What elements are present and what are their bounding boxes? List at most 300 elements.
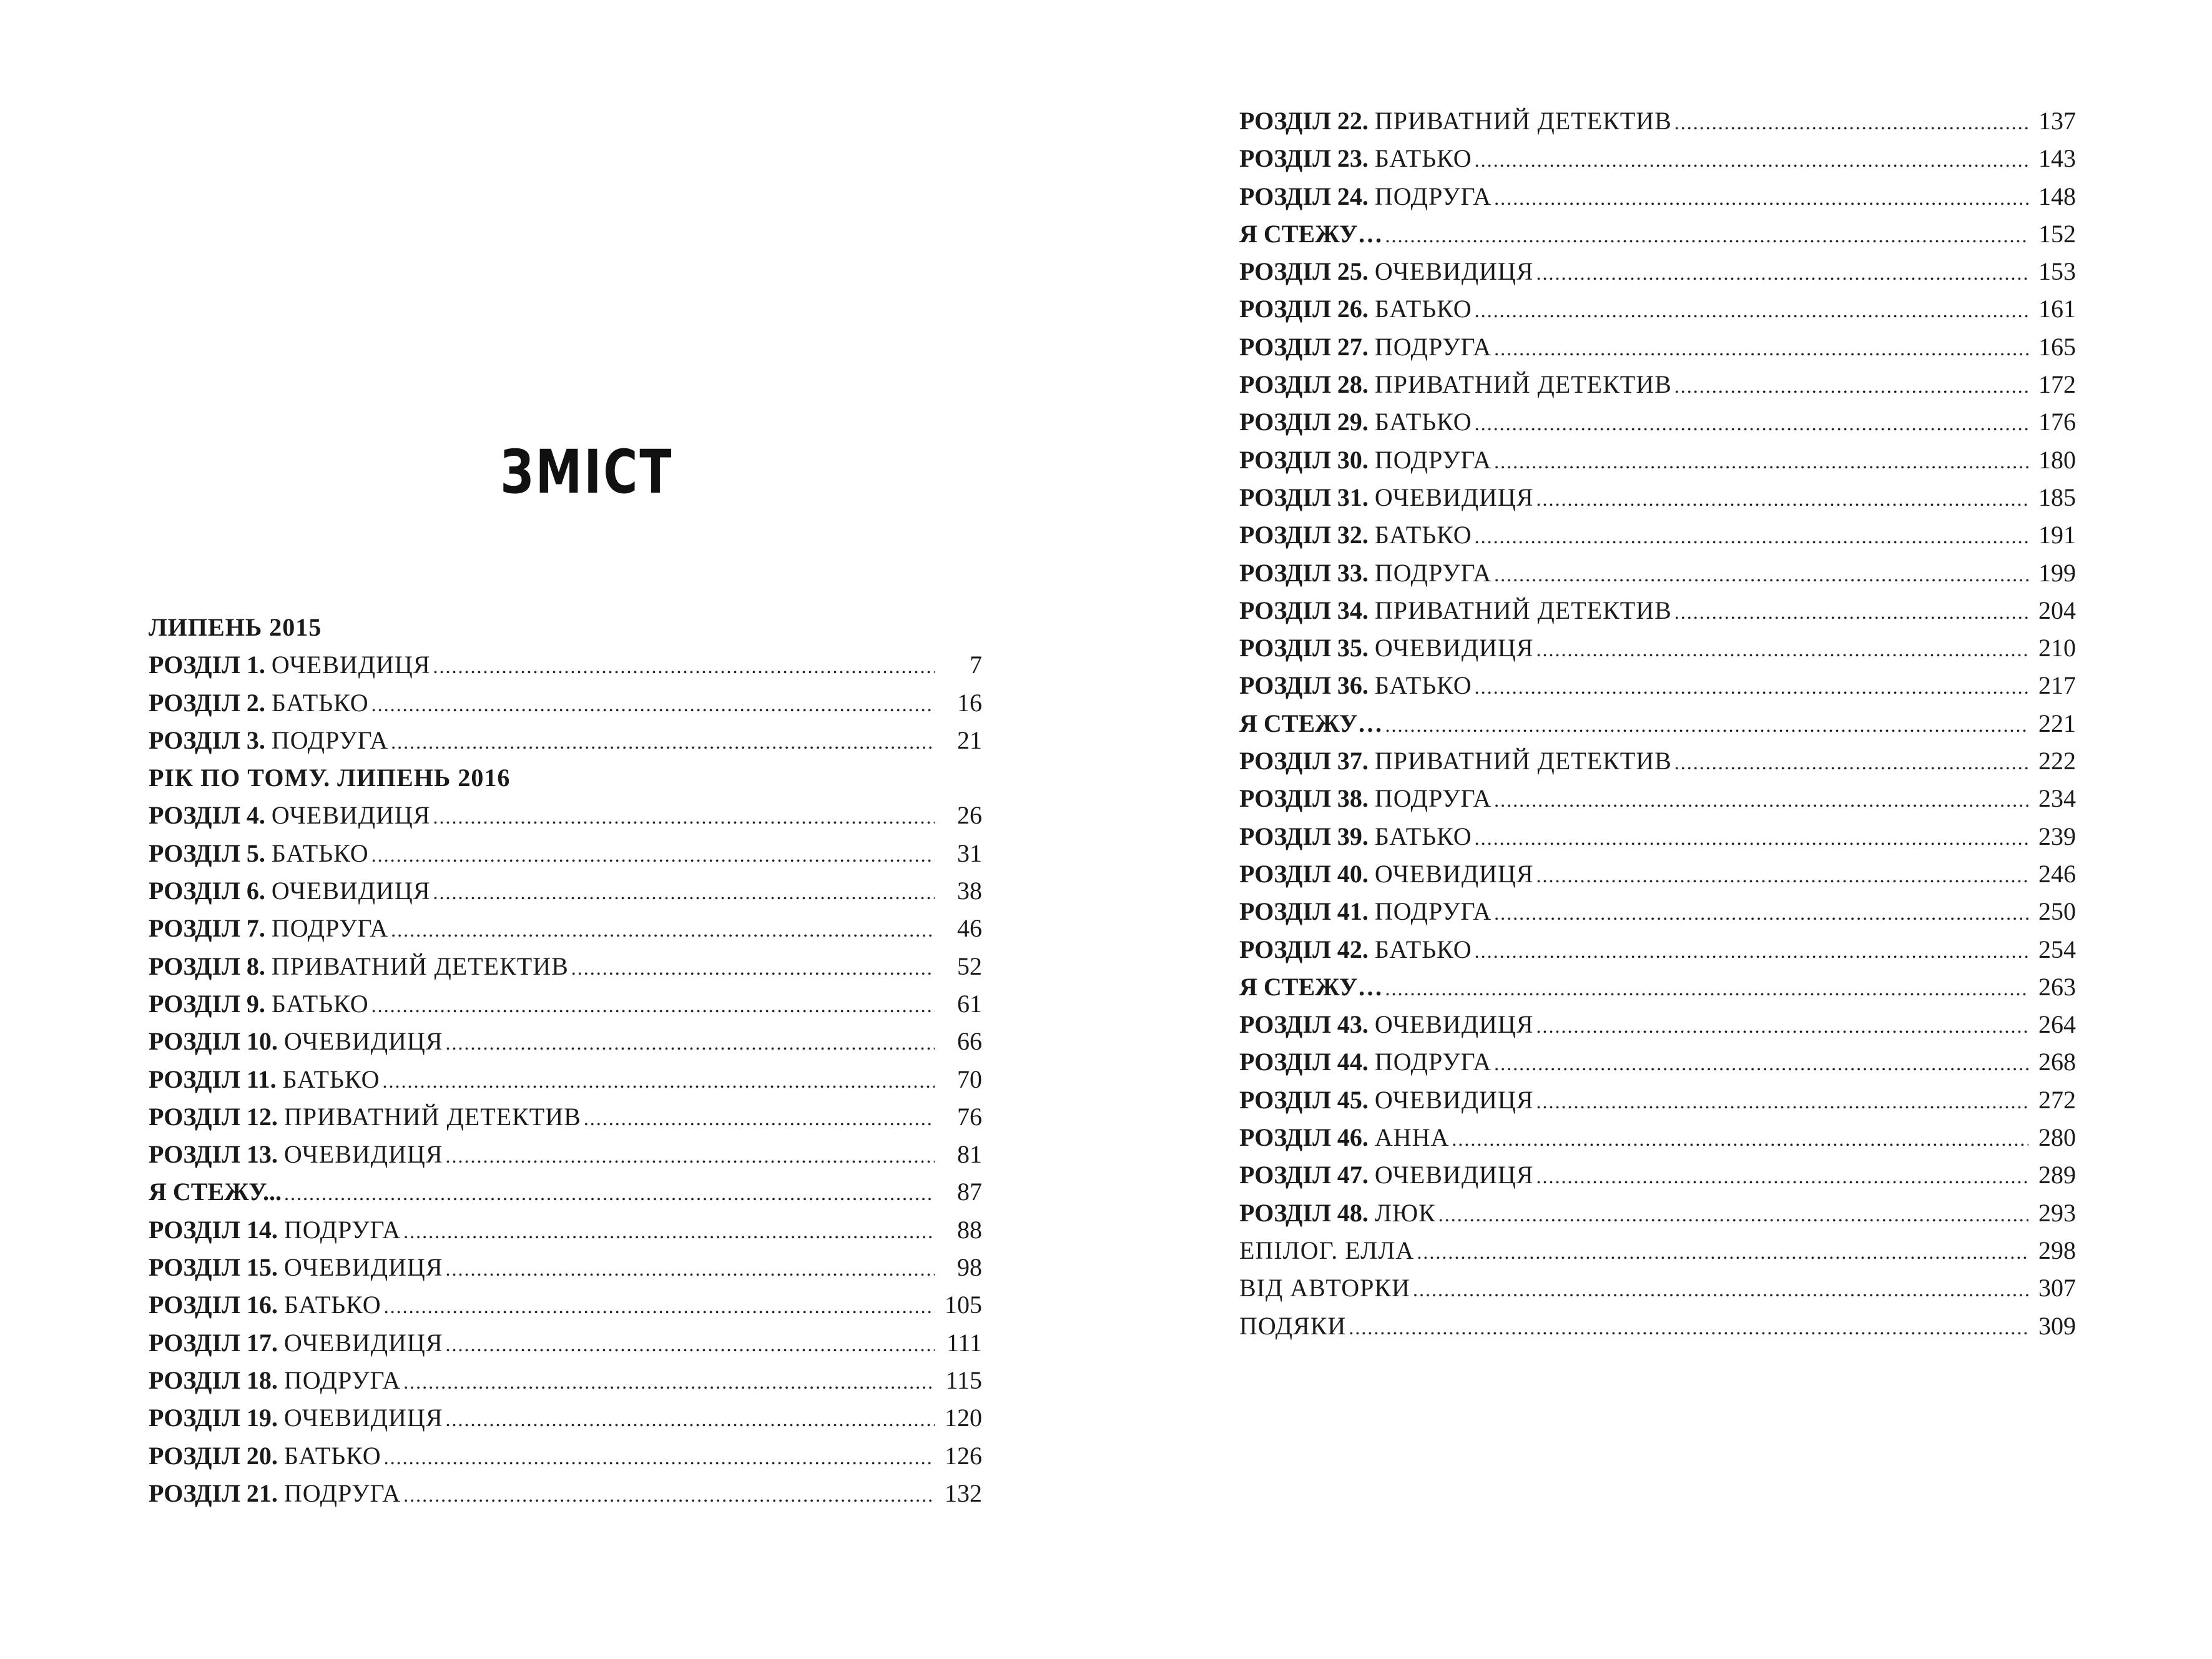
dot-leader <box>384 1439 935 1476</box>
toc-entry <box>1239 818 2076 855</box>
toc-entry <box>149 1211 982 1249</box>
chapter-number: РОЗДІЛ 15. <box>149 1253 278 1282</box>
toc-entry <box>1239 479 2076 516</box>
toc-entry-label <box>1239 140 1472 177</box>
dot-leader <box>584 1100 935 1137</box>
dot-leader <box>1475 819 2028 857</box>
chapter-title: БАТЬКО <box>1374 671 1472 700</box>
chapter-number: РОЗДІЛ 3. <box>149 726 265 754</box>
dot-leader <box>446 1250 935 1287</box>
dot-leader <box>1475 518 2028 555</box>
toc-entry <box>1239 554 2076 592</box>
toc-entry <box>149 646 982 684</box>
toc-entry <box>149 910 982 947</box>
page-number: 239 <box>2038 822 2076 850</box>
chapter-title: БАТЬКО <box>282 1065 380 1093</box>
chapter-title: ОЧЕВИДИЦЯ <box>1374 483 1534 511</box>
page-number: 88 <box>957 1215 982 1244</box>
toc-entry-label <box>149 948 569 985</box>
page-number: 70 <box>957 1065 982 1093</box>
page-number: 61 <box>957 989 982 1018</box>
page-number: 38 <box>957 877 982 905</box>
toc-entry-label <box>1239 441 1492 479</box>
chapter-number: РОЗДІЛ 12. <box>149 1102 278 1131</box>
chapter-title: ПРИВАТНИЙ ДЕТЕКТИВ <box>283 1102 581 1131</box>
chapter-number: РОЗДІЛ 29. <box>1239 408 1369 436</box>
chapter-title: ПОДРУГА <box>1374 332 1492 361</box>
toc-entry <box>149 835 982 872</box>
dot-leader <box>1413 1271 2028 1308</box>
toc-entry <box>149 872 982 910</box>
chapter-number: РОЗДІЛ 21. <box>149 1479 278 1507</box>
page-number: 148 <box>2038 182 2076 210</box>
dot-leader <box>1385 970 2028 1007</box>
dot-leader <box>1452 1120 2028 1158</box>
chapter-title: ОЧЕВИДИЦЯ <box>283 1140 443 1169</box>
toc-entry-label <box>1239 931 1472 968</box>
chapter-title: БАТЬКО <box>271 688 369 717</box>
toc-entry <box>1239 516 2076 554</box>
page-number: 132 <box>945 1479 982 1507</box>
toc-entry <box>149 1249 982 1286</box>
page-number: 81 <box>957 1140 982 1169</box>
toc-entry <box>149 684 982 722</box>
toc-entry <box>1239 629 2076 667</box>
toc-entry <box>1239 667 2076 704</box>
page-number: 161 <box>2038 295 2076 323</box>
page-number: 191 <box>2038 521 2076 549</box>
chapter-title: ПОДРУГА <box>1374 1048 1492 1076</box>
chapter-number: РОЗДІЛ 8. <box>149 952 265 980</box>
page-number: 309 <box>2038 1311 2076 1340</box>
toc-entry-label <box>1239 968 1382 1006</box>
dot-leader <box>1494 1045 2028 1082</box>
dot-leader <box>391 723 935 761</box>
dot-leader <box>446 1401 935 1438</box>
chapter-number: РОЗДІЛ 19. <box>149 1404 278 1432</box>
dot-leader <box>446 1137 935 1174</box>
chapter-title: ПОДРУГА <box>283 1479 401 1507</box>
dot-leader <box>1674 744 2028 781</box>
page-number: 280 <box>2038 1123 2076 1152</box>
toc-entry-label <box>149 1399 443 1437</box>
chapter-title: БАТЬКО <box>1374 822 1472 850</box>
chapter-title: ПОДРУГА <box>1374 558 1492 587</box>
page-number: 185 <box>2038 483 2076 511</box>
chapter-title: ПРИВАТНИЙ ДЕТЕКТИВ <box>1374 747 1672 775</box>
chapter-number: РОЗДІЛ 47. <box>1239 1161 1369 1189</box>
toc-entry-label <box>1239 1043 1492 1081</box>
page-number: 26 <box>957 801 982 830</box>
toc-entry-label <box>149 1211 401 1249</box>
toc-entry-label <box>1239 818 1472 855</box>
page-number: 31 <box>957 839 982 867</box>
toc-entry-label <box>149 1437 381 1475</box>
toc-entry-label <box>149 835 369 872</box>
dot-leader <box>1475 668 2028 706</box>
chapter-number: РОЗДІЛ 14. <box>149 1215 278 1244</box>
dot-leader <box>1536 1158 2029 1195</box>
page-number: 153 <box>2038 257 2076 286</box>
chapter-number: РОЗДІЛ 42. <box>1239 935 1369 963</box>
dot-leader <box>1494 894 2028 932</box>
page-number: 143 <box>2038 144 2076 173</box>
dot-leader <box>371 987 935 1024</box>
chapter-number: РОЗДІЛ 30. <box>1239 445 1369 474</box>
page-number: 254 <box>2038 935 2076 963</box>
toc-entry-label <box>1239 102 1672 140</box>
toc-entry-label <box>149 1362 401 1399</box>
chapter-number: РОЗДІЛ 23. <box>1239 144 1369 173</box>
chapter-title: БАТЬКО <box>271 989 369 1018</box>
toc-entry-label <box>149 1136 443 1173</box>
toc-entry-label <box>1239 893 1492 930</box>
toc-entry-label <box>1239 366 1672 403</box>
chapter-title: БАТЬКО <box>283 1441 381 1470</box>
chapter-title: ОЧЕВИДИЦЯ <box>283 1253 443 1282</box>
toc-entry-label <box>1239 592 1672 629</box>
page-number: 16 <box>957 688 982 717</box>
chapter-title: ОЧЕВИДИЦЯ <box>1374 1010 1534 1039</box>
toc-entry-label <box>1239 215 1382 253</box>
chapter-number: РОЗДІЛ 28. <box>1239 370 1369 399</box>
toc-entry-label <box>149 1023 443 1060</box>
chapter-title: ПОДЯКИ <box>1239 1311 1347 1340</box>
dot-leader <box>382 1062 935 1100</box>
toc-entry <box>1239 742 2076 780</box>
toc-entry-label <box>1239 403 1472 441</box>
chapter-number: РОЗДІЛ 46. <box>1239 1123 1369 1152</box>
chapter-title: БАТЬКО <box>283 1291 381 1319</box>
chapter-number: РОЗДІЛ 31. <box>1239 483 1369 511</box>
toc-entry <box>149 985 982 1023</box>
chapter-title: БАТЬКО <box>1374 935 1472 963</box>
dot-leader <box>1536 254 2029 292</box>
page-number: 165 <box>2038 332 2076 361</box>
chapter-number: РОЗДІЛ 33. <box>1239 558 1369 587</box>
chapter-title: БАТЬКО <box>1374 144 1472 173</box>
chapter-title: ОЧЕВИДИЦЯ <box>1374 1085 1534 1114</box>
chapter-number: РОЗДІЛ 4. <box>149 801 265 830</box>
toc-entry-label <box>149 985 369 1023</box>
chapter-number: РОЗДІЛ 38. <box>1239 784 1369 813</box>
toc-entry-label <box>149 1324 443 1362</box>
page-number: 87 <box>957 1178 982 1206</box>
chapter-title: ПРИВАТНИЙ ДЕТЕКТИВ <box>1374 596 1672 624</box>
page-number: 246 <box>2038 859 2076 888</box>
dot-leader <box>1536 631 2029 668</box>
page-number: 307 <box>2038 1274 2076 1302</box>
toc-entry-label <box>1239 1194 1436 1232</box>
toc-entry <box>149 1098 982 1136</box>
toc-entry <box>1239 140 2076 177</box>
chapter-number: РОЗДІЛ 44. <box>1239 1048 1369 1076</box>
chapter-number: Я СТЕЖУ… <box>1239 219 1383 248</box>
dot-leader <box>1674 367 2028 405</box>
toc-entry <box>149 1362 982 1399</box>
page-number: 217 <box>2038 671 2076 700</box>
page-number: 21 <box>957 726 982 754</box>
toc-entry <box>149 1324 982 1362</box>
chapter-number: РОЗДІЛ 48. <box>1239 1198 1369 1227</box>
toc-entry-label <box>1239 328 1492 366</box>
page-number: 293 <box>2038 1198 2076 1227</box>
toc-entry <box>1239 893 2076 930</box>
chapter-title: ОЧЕВИДИЦЯ <box>271 801 431 830</box>
page-number: 46 <box>957 914 982 943</box>
dot-leader <box>1494 330 2028 367</box>
chapter-title: ЕПІЛОГ. ЕЛЛА <box>1239 1236 1415 1264</box>
toc-entry <box>1239 592 2076 629</box>
chapter-number: РОЗДІЛ 32. <box>1239 521 1369 549</box>
toc-entry <box>1239 1232 2076 1269</box>
toc-entry-label <box>1239 742 1672 780</box>
chapter-number: РОЗДІЛ 37. <box>1239 747 1369 775</box>
chapter-title: ПРИВАТНИЙ ДЕТЕКТИВ <box>1374 107 1672 135</box>
dot-leader <box>446 1024 935 1061</box>
dot-leader <box>1494 443 2028 480</box>
chapter-number: РОЗДІЛ 25. <box>1239 257 1369 286</box>
dot-leader <box>1494 179 2028 217</box>
toc-entry <box>149 1173 982 1211</box>
chapter-title: ЛЮК <box>1374 1198 1436 1227</box>
dot-leader <box>571 949 935 987</box>
chapter-number: РОЗДІЛ 5. <box>149 839 265 867</box>
toc-entry-label <box>149 910 388 947</box>
dot-leader <box>391 911 935 948</box>
chapter-number: РОЗДІЛ 45. <box>1239 1085 1369 1114</box>
toc-entry-label <box>1239 516 1472 554</box>
dot-leader <box>403 1363 935 1401</box>
dot-leader <box>433 874 935 911</box>
chapter-title: ПОДРУГА <box>283 1215 401 1244</box>
page-number: 199 <box>2038 558 2076 587</box>
chapter-title: ОЧЕВИДИЦЯ <box>1374 634 1534 662</box>
dot-leader <box>1475 292 2028 329</box>
chapter-title: ПОДРУГА <box>1374 182 1492 210</box>
chapter-title: АННА <box>1374 1123 1450 1152</box>
toc-entry-label <box>1239 855 1534 893</box>
toc-entry <box>1239 290 2076 328</box>
chapter-title: ОЧЕВИДИЦЯ <box>1374 859 1534 888</box>
chapter-number: РОЗДІЛ 24. <box>1239 182 1369 210</box>
toc-entry <box>149 1136 982 1173</box>
toc-entry-label <box>1239 1156 1534 1194</box>
toc-entry <box>1239 705 2076 742</box>
toc-entry-label <box>1239 667 1472 704</box>
chapter-title: ПОДРУГА <box>1374 445 1492 474</box>
chapter-title: БАТЬКО <box>1374 408 1472 436</box>
toc-entry <box>149 1475 982 1512</box>
toc-entry <box>1239 328 2076 366</box>
chapter-title: ПОДРУГА <box>271 726 389 754</box>
chapter-number: РОЗДІЛ 9. <box>149 989 265 1018</box>
page-number: 298 <box>2038 1236 2076 1264</box>
toc-entry-label <box>1239 629 1534 667</box>
toc-entry <box>149 722 982 759</box>
toc-entry-label <box>149 1098 581 1136</box>
page-number: 172 <box>2038 370 2076 399</box>
toc-entry <box>149 797 982 834</box>
chapter-number: РОЗДІЛ 35. <box>1239 634 1369 662</box>
chapter-number: РОЗДІЛ 20. <box>149 1441 278 1470</box>
chapter-number: РОЗДІЛ 27. <box>1239 332 1369 361</box>
toc-entry-label <box>149 646 431 684</box>
page-number: 272 <box>2038 1085 2076 1114</box>
chapter-title: ПОДРУГА <box>271 914 389 943</box>
toc-entry <box>1239 1307 2076 1345</box>
toc-entry-label <box>1239 554 1492 592</box>
dot-leader <box>1674 104 2028 141</box>
page-number: 289 <box>2038 1161 2076 1189</box>
chapter-number: РОЗДІЛ 13. <box>149 1140 278 1169</box>
dot-leader <box>433 647 935 685</box>
page-number: 264 <box>2038 1010 2076 1039</box>
page-number: 268 <box>2038 1048 2076 1076</box>
dot-leader <box>384 1287 935 1325</box>
toc-entry-label <box>149 1249 443 1286</box>
dot-leader <box>1536 1083 2029 1120</box>
chapter-number: РОЗДІЛ 36. <box>1239 671 1369 700</box>
toc-entry <box>149 1286 982 1324</box>
chapter-number: Я СТЕЖУ… <box>1239 972 1383 1001</box>
toc-entry <box>1239 780 2076 817</box>
dot-leader <box>403 1476 935 1514</box>
toc-entry <box>1239 855 2076 893</box>
toc-entry-label <box>1239 253 1534 290</box>
toc-entry-label <box>1239 780 1492 817</box>
page-title: ЗМІСТ <box>500 437 674 507</box>
chapter-number: РОЗДІЛ 34. <box>1239 596 1369 624</box>
toc-right-column <box>1239 102 2076 1345</box>
page-number: 250 <box>2038 897 2076 926</box>
chapter-number: РОЗДІЛ 7. <box>149 914 265 943</box>
dot-leader <box>1417 1233 2028 1271</box>
toc-section-heading: РІК ПО ТОМУ. ЛИПЕНЬ 2016 <box>149 764 511 792</box>
dot-leader <box>1494 781 2028 819</box>
chapter-number: РОЗДІЛ 41. <box>1239 897 1369 926</box>
toc-entry-label <box>1239 479 1534 516</box>
toc-entry <box>1239 931 2076 968</box>
chapter-number: РОЗДІЛ 40. <box>1239 859 1369 888</box>
dot-leader <box>1475 405 2028 442</box>
chapter-title: ОЧЕВИДИЦЯ <box>271 877 431 905</box>
toc-entry-label <box>149 722 388 759</box>
chapter-title: ОЧЕВИДИЦЯ <box>283 1328 443 1357</box>
dot-leader <box>1438 1196 2028 1233</box>
page-number: 176 <box>2038 408 2076 436</box>
toc-entry <box>149 1399 982 1437</box>
dot-leader <box>1494 556 2028 593</box>
dot-leader <box>1536 480 2029 518</box>
page-number: 111 <box>946 1328 982 1357</box>
dot-leader <box>284 1174 935 1212</box>
page-number: 152 <box>2038 219 2076 248</box>
dot-leader <box>433 798 935 835</box>
toc-entry <box>1239 441 2076 479</box>
chapter-title: ПРИВАТНИЙ ДЕТЕКТИВ <box>1374 370 1672 399</box>
toc-entry <box>1239 102 2076 140</box>
toc-entry <box>149 1437 982 1475</box>
chapter-number: РОЗДІЛ 18. <box>149 1366 278 1394</box>
chapter-title: БАТЬКО <box>271 839 369 867</box>
toc-entry-label <box>1239 178 1492 215</box>
toc-entry-label <box>1239 1307 1346 1345</box>
chapter-number: РОЗДІЛ 16. <box>149 1291 278 1319</box>
dot-leader <box>1674 593 2028 631</box>
page-number: 234 <box>2038 784 2076 813</box>
page-number: 98 <box>957 1253 982 1282</box>
dot-leader <box>1385 706 2028 744</box>
chapter-number: РОЗДІЛ 39. <box>1239 822 1369 850</box>
chapter-title: ОЧЕВИДИЦЯ <box>283 1027 443 1056</box>
toc-entry-label <box>149 1286 381 1324</box>
page-number: 222 <box>2038 747 2076 775</box>
toc-entry-label <box>1239 1006 1534 1043</box>
chapter-number: РОЗДІЛ 17. <box>149 1328 278 1357</box>
chapter-title: БАТЬКО <box>1374 521 1472 549</box>
chapter-title: ОЧЕВИДИЦЯ <box>1374 257 1534 286</box>
toc-entry <box>1239 1081 2076 1119</box>
page-number: 263 <box>2038 972 2076 1001</box>
toc-entry <box>1239 1194 2076 1232</box>
dot-leader <box>1385 217 2028 254</box>
toc-entry <box>1239 1156 2076 1194</box>
page-number: 180 <box>2038 445 2076 474</box>
toc-entry-label <box>149 797 431 834</box>
toc-entry-label <box>149 872 431 910</box>
chapter-number: РОЗДІЛ 11. <box>149 1065 277 1093</box>
chapter-title: ОЧЕВИДИЦЯ <box>283 1404 443 1432</box>
toc-entry <box>149 1061 982 1098</box>
toc-entry <box>1239 366 2076 403</box>
page-number: 115 <box>945 1366 982 1394</box>
toc-entry <box>1239 403 2076 441</box>
toc-entry-label <box>1239 1269 1410 1307</box>
toc-entry <box>1239 1119 2076 1156</box>
chapter-number: Я СТЕЖУ... <box>149 1178 282 1206</box>
dot-leader <box>371 836 935 874</box>
dot-leader <box>1536 1007 2029 1045</box>
page-number: 7 <box>970 651 982 679</box>
chapter-number: Я СТЕЖУ… <box>1239 709 1383 737</box>
toc-entry-label <box>149 1475 401 1512</box>
dot-leader <box>1475 141 2028 179</box>
page-number: 120 <box>945 1404 982 1432</box>
toc-entry <box>1239 178 2076 215</box>
toc-entry-label <box>1239 1232 1414 1269</box>
chapter-title: ОЧЕВИДИЦЯ <box>271 651 431 679</box>
toc-entry-label <box>149 684 369 722</box>
toc-section-heading: ЛИПЕНЬ 2015 <box>149 613 322 641</box>
toc-entry <box>1239 215 2076 253</box>
chapter-number: РОЗДІЛ 22. <box>1239 107 1369 135</box>
chapter-number: РОЗДІЛ 10. <box>149 1027 278 1056</box>
page-number: 137 <box>2038 107 2076 135</box>
page-number: 204 <box>2038 596 2076 624</box>
page-number: 105 <box>945 1291 982 1319</box>
dot-leader <box>371 686 935 723</box>
page-number: 126 <box>945 1441 982 1470</box>
chapter-title: ПОДРУГА <box>283 1366 401 1394</box>
chapter-title: ПРИВАТНИЙ ДЕТЕКТИВ <box>271 952 569 980</box>
chapter-title: ОЧЕВИДИЦЯ <box>1374 1161 1534 1189</box>
toc-entry <box>1239 1006 2076 1043</box>
toc-entry-label <box>149 1061 380 1098</box>
toc-entry-label <box>1239 1081 1534 1119</box>
chapter-number: РОЗДІЛ 26. <box>1239 295 1369 323</box>
chapter-number: РОЗДІЛ 6. <box>149 877 265 905</box>
